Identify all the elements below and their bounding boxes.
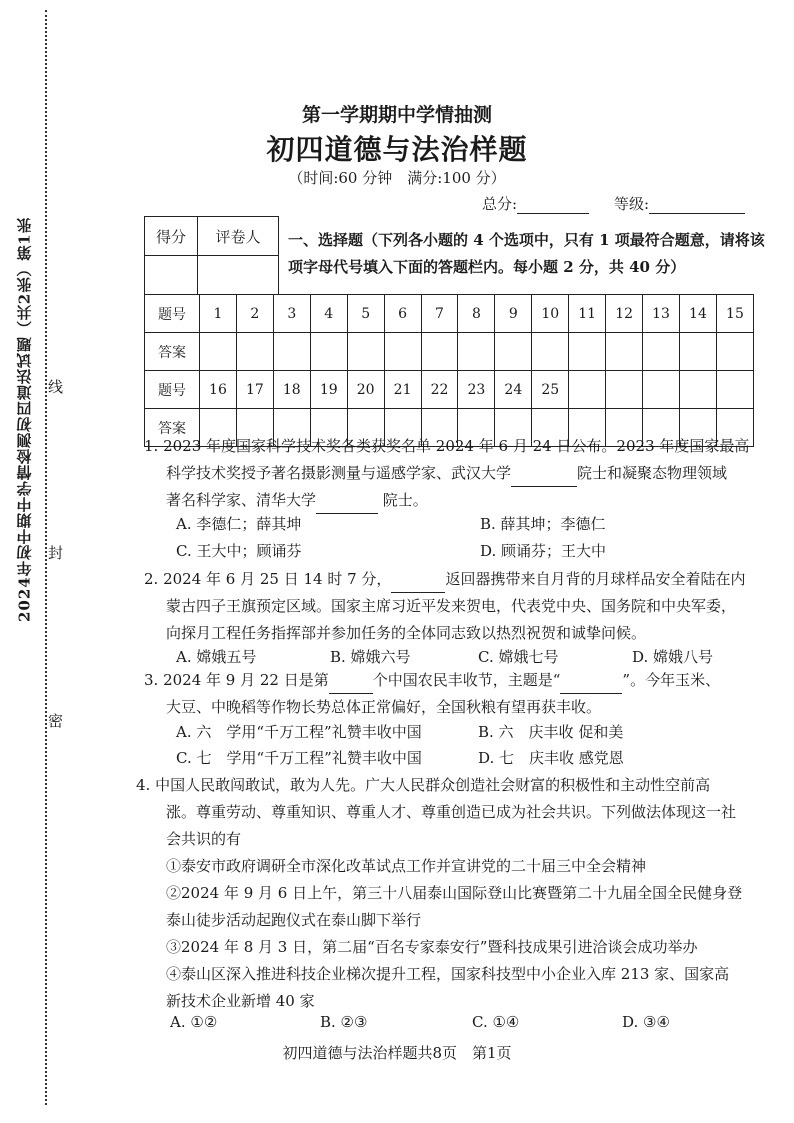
q2-line1b: 返回器携带来自月背的月球样品安全着陆在内: [445, 570, 746, 588]
table-cell: 11: [569, 295, 606, 333]
total-label: 总分:: [482, 195, 518, 213]
q1-blank-1[interactable]: [511, 468, 577, 487]
page-title: 初四道德与法治样题: [266, 133, 528, 166]
q2-line1: [144, 566, 754, 593]
q1-line2: [144, 460, 754, 487]
q2-blank[interactable]: [391, 574, 445, 593]
table-cell: 5: [347, 295, 384, 333]
table-cell: 21: [384, 371, 421, 409]
score-cell[interactable]: [145, 256, 198, 295]
q2-option-a[interactable]: A. 嫦娥五号: [176, 648, 257, 666]
answer-cell[interactable]: [606, 333, 643, 371]
answer-cell[interactable]: [569, 333, 606, 371]
answer-cell[interactable]: [643, 333, 680, 371]
table-cell: [606, 371, 643, 409]
q3-blank-1[interactable]: [329, 675, 373, 694]
score-label: 得分: [145, 217, 198, 256]
total-blank: [517, 199, 589, 214]
grade-label: 等级:: [614, 195, 650, 213]
q3-blank-2[interactable]: [560, 675, 622, 694]
q4-option-b[interactable]: B. ②③: [320, 1013, 368, 1031]
answer-cell[interactable]: [716, 333, 753, 371]
table-cell: 8: [458, 295, 495, 333]
answer-cell[interactable]: [273, 333, 310, 371]
table-cell: 22: [421, 371, 458, 409]
q3-option-a[interactable]: A. 六 学用“千万工程”礼赞丰收中国: [176, 723, 422, 741]
table-cell: [569, 371, 606, 409]
q2-option-b[interactable]: B. 嫦娥六号: [330, 648, 411, 666]
q2-line3: 向探月工程任务指挥部并参加任务的全体同志致以热烈祝贺和诚挚问候。: [166, 624, 647, 642]
q2-line1a: 2. 2024 年 6 月 25 日 14 时 7 分，: [144, 570, 392, 588]
answer-cell[interactable]: [347, 333, 384, 371]
answer-cell[interactable]: [384, 333, 421, 371]
table-cell: 14: [679, 295, 716, 333]
section1-instruction-line2: 项字母代号填入下面的答题栏内。每小题 2 分，共 40 分）: [288, 258, 686, 276]
answer-cell[interactable]: [200, 333, 237, 371]
seal-mark-line: 线: [48, 372, 63, 401]
seal-mark-secret: 密: [48, 706, 63, 735]
q1-line3a: 著名科学家、清华大学: [166, 491, 317, 509]
q2-option-d[interactable]: D. 嫦娥八号: [632, 648, 714, 666]
table-cell: 23: [458, 371, 495, 409]
table-cell: 17: [236, 371, 273, 409]
q3-line1: [144, 667, 754, 694]
q3-option-d[interactable]: D. 七 庆丰收 感党恩: [478, 749, 624, 767]
q1-option-a[interactable]: A. 李德仁；薛其坤: [176, 515, 302, 533]
table-cell: 6: [384, 295, 421, 333]
grader-box: [144, 216, 279, 295]
table-cell: 24: [495, 371, 532, 409]
table-cell: 16: [200, 371, 237, 409]
table-cell: 12: [606, 295, 643, 333]
q1-line1: 1. 2023 年度国家科学技术奖各类获奖名单 2024 年 6 月 24 日公布。2023 年度国家最高: [144, 437, 750, 455]
table-cell: 4: [310, 295, 347, 333]
q1-option-b[interactable]: B. 薛其坤；李德仁: [480, 515, 606, 533]
q4-statement-2b: 泰山徒步活动起跑仪式在泰山脚下举行: [166, 911, 422, 929]
answer-cell[interactable]: [532, 333, 569, 371]
q4-statement-2a: ②2024 年 9 月 6 日上午，第三十八届泰山国际登山比赛暨第二十九届全国全民健身登: [166, 884, 743, 902]
margin-title: 2024年初中期中学情检测初四道法试题（共2张）第1张: [15, 217, 34, 623]
q4-statement-4b: 新技术企业新增 40 家: [166, 992, 315, 1010]
table-header: 答案: [145, 333, 200, 371]
answer-cell[interactable]: [679, 333, 716, 371]
table-header: 答案: [145, 409, 200, 447]
table-cell: 9: [495, 295, 532, 333]
question-4: [136, 772, 756, 1015]
page-footer: 初四道德与法治样题共8页 第1页: [282, 1044, 512, 1062]
table-cell: 18: [273, 371, 310, 409]
table-cell: 20: [347, 371, 384, 409]
table-cell: 25: [532, 371, 569, 409]
q3-line1a: 3. 2024 年 9 月 22 日是第: [144, 671, 329, 689]
q4-statement-1: ①泰安市政府调研全市深化改革试点工作并宣讲党的二十届三中全会精神: [166, 857, 647, 875]
q1-option-d[interactable]: D. 顾诵芬；王大中: [480, 542, 607, 560]
q4-statement-3: ③2024 年 8 月 3 日，第二届“百名专家泰安行”暨科技成果引进洽谈会成功举办: [166, 938, 698, 956]
q1-option-c[interactable]: C. 王大中；顾诵芬: [176, 542, 302, 560]
q2-line2: 蒙古四子王旗预定区域。国家主席习近平发来贺电，代表党中央、国务院和中央军委，: [166, 597, 737, 615]
q4-line1: 4. 中国人民敢闯敢试，敢为人先。广大人民群众创造社会财富的积极性和主动性空前高: [136, 776, 711, 794]
question-1: [144, 433, 754, 514]
table-header: 题号: [145, 371, 200, 409]
q1-line2b: 院士和凝聚态物理领域: [577, 464, 728, 482]
question-3: [144, 667, 754, 721]
answer-cell[interactable]: [310, 333, 347, 371]
q4-line3: 会共识的有: [166, 830, 242, 848]
answer-cell[interactable]: [236, 333, 273, 371]
q3-option-c[interactable]: C. 七 学用“千万工程”礼赞丰收中国: [176, 749, 422, 767]
section1-instruction-line1: 一、选择题（下列各小题的 4 个选项中，只有 1 项最符合题意，请将该: [288, 231, 765, 249]
grade-blank: [649, 199, 745, 214]
table-row-numbers-1: [145, 295, 754, 333]
table-row-numbers-2: [145, 371, 754, 409]
table-cell: 7: [421, 295, 458, 333]
table-cell: 3: [273, 295, 310, 333]
answer-cell[interactable]: [421, 333, 458, 371]
table-cell: 15: [716, 295, 753, 333]
table-cell: [716, 371, 753, 409]
grader-cell[interactable]: [198, 256, 279, 295]
q4-option-c[interactable]: C. ①④: [472, 1013, 520, 1031]
answer-table: [144, 294, 754, 447]
q1-line2a: 科学技术奖授予著名摄影测量与遥感学家、武汉大学: [166, 464, 512, 482]
answer-cell[interactable]: [458, 333, 495, 371]
q1-line3b: 院士。: [382, 491, 428, 509]
q3-line1c: ”。今年玉米、: [622, 671, 721, 689]
table-cell: 13: [643, 295, 680, 333]
grade-field[interactable]: [614, 193, 745, 214]
seal-mark-seal: 封: [48, 538, 63, 567]
question-2: [144, 566, 754, 647]
exam-name: 第一学期期中学情抽测: [301, 104, 492, 126]
q2-option-c[interactable]: C. 嫦娥七号: [478, 648, 559, 666]
table-cell: 10: [532, 295, 569, 333]
answer-cell[interactable]: [495, 333, 532, 371]
q4-option-d[interactable]: D. ③④: [622, 1013, 670, 1031]
table-cell: [643, 371, 680, 409]
table-cell: 1: [200, 295, 237, 333]
time-info: （时间:60 分钟 满分:100 分）: [288, 169, 506, 187]
total-score-field[interactable]: [482, 193, 589, 214]
q3-line2: 大豆、中晚稻等作物长势总体正常偏好，全国秋粮有望再获丰收。: [166, 698, 602, 716]
table-cell: [679, 371, 716, 409]
q1-line3: [144, 487, 754, 514]
q4-option-a[interactable]: A. ①②: [170, 1013, 218, 1031]
table-cell: 19: [310, 371, 347, 409]
q4-line2: 涨。尊重劳动、尊重知识、尊重人才、尊重创造已成为社会共识。下列做法体现这一社: [166, 803, 737, 821]
table-row-answers-1: [145, 333, 754, 371]
table-cell: 2: [236, 295, 273, 333]
table-header: 题号: [145, 295, 200, 333]
grader-label: 评卷人: [198, 217, 279, 256]
q3-option-b[interactable]: B. 六 庆丰收 促和美: [478, 723, 624, 741]
q3-line1b: 个中国农民丰收节，主题是“: [372, 671, 561, 689]
q4-statement-4a: ④泰山区深入推进科技企业梯次提升工程，国家科技型中小企业入库 213 家、国家高: [166, 965, 730, 983]
q1-blank-2[interactable]: [316, 495, 378, 514]
